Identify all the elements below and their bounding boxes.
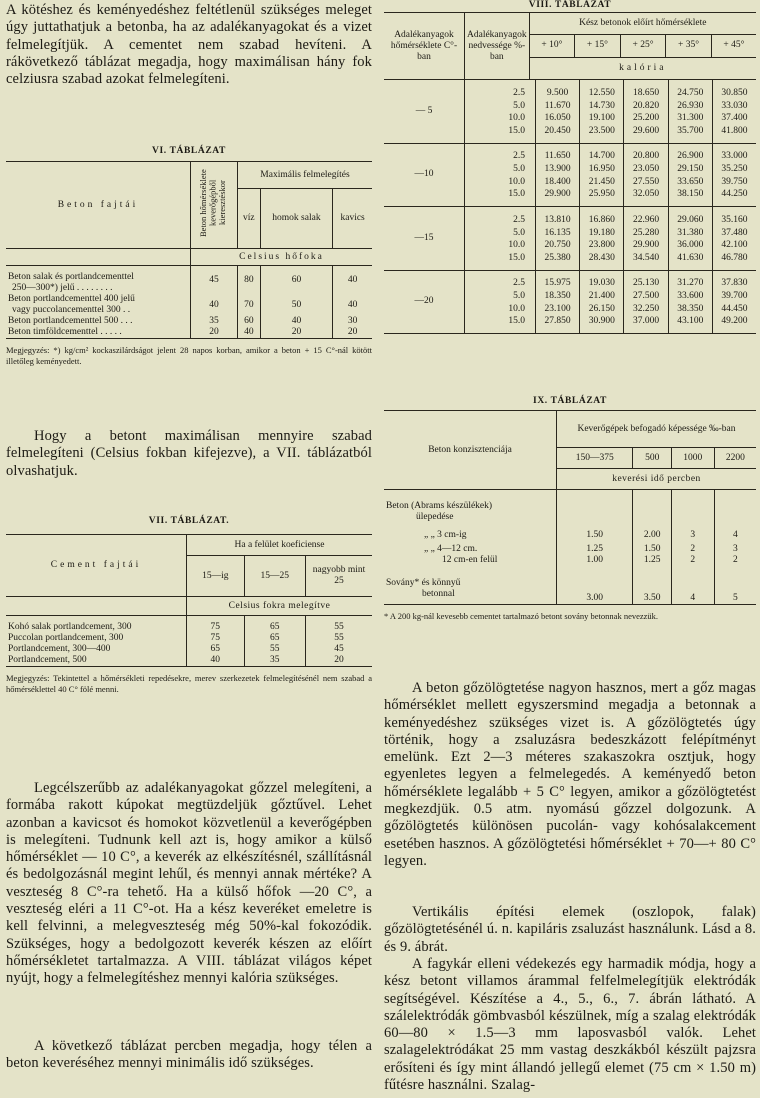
calorie-cell: 34.540 [624, 252, 668, 270]
calorie-cell: 31.300 [668, 113, 712, 126]
table-row: Beton portlandcementtel 500 . . . 35 60 40 30 [8, 316, 358, 326]
calorie-cell: 35.160 [721, 214, 748, 225]
moisture-cell: 10.0 [465, 240, 536, 253]
calorie-cell: 32.050 [624, 189, 668, 207]
calorie-cell: 32.250 [624, 303, 668, 316]
calorie-cell: 29.900 [624, 240, 668, 253]
calorie-cell: 23.100 [536, 303, 580, 316]
calorie-cell: 46.780 [721, 252, 748, 263]
header-keverogepek: Keverőgépek befogadó képessége ‰-ban [557, 411, 757, 448]
table-row: Portlandcement, 300—400 65 55 45 [8, 644, 344, 654]
header-beton-konzisztencia: Beton konzisztenciája [384, 411, 557, 490]
paragraph-gozolgetes: A beton gőzölögtetése nagyon hasznos, mert a gőz magas hőmérséklet mellett egyszersmind megadja a betonnak a keményedéshez szükséges vizet is. A gőzölögtetés úgy történik, hogy a zsaluzásra bedeszkázott felépítményt emelünk. Ezt 2—3 méteres szakaszokra osztjuk, hogy egyenletes legyen a felmelegedés. A keményedő beton hőmérséklete legalább + 5 C° legyen, amikor a gőzölögtetést megkezdjük. 0.5 atm. nyomású gőzzel dolgozunk. A gőzölögtetés különösen pucolán- vagy kohósalakcement esetében hasznos. A gőzölögtetési hőmérséklet + 70—+ 80 C° legyen. [384, 680, 756, 869]
calorie-cell: 13.810 [536, 207, 580, 228]
calorie-cell: 42.100 [721, 240, 748, 251]
calorie-cell: 37.480 [721, 227, 748, 238]
moisture-cell: 2.5 [465, 143, 536, 164]
header-kesz-betonok: Kész betonok előírt hőmérséklete [529, 13, 756, 35]
moisture-cell: 10.0 [465, 303, 536, 316]
table-ix-grid: Beton konzisztenciája Keverőgépek befogadó képessége ‰-ban 150—375 500 1000 2200 keverési idő percben Beton (Abrams készülékek) ülepedése „ „ 3 cm-ig 1.50 2.00 3 4 „ „ 4—12 cm. 1.25 1.50 2 3 12 cm-en felül 1.00 1.25 2 2 Sovány* és könnyű betonnal 3.00 3.50 4 5 [384, 410, 756, 605]
calorie-cell: 16.950 [580, 164, 624, 177]
calorie-cell: 15.975 [536, 270, 580, 291]
calorie-cell: 20.450 [536, 125, 580, 143]
header-15-25: 15—25 [244, 556, 305, 597]
header-celsius: Celsius hőfoka [239, 251, 324, 262]
calorie-cell: 27.850 [536, 316, 580, 334]
calorie-cell: 25.200 [624, 113, 668, 126]
calorie-cell: 12.550 [580, 80, 624, 100]
calorie-cell: 14.700 [580, 143, 624, 164]
table-vii [6, 516, 372, 695]
moisture-cell: 15.0 [465, 189, 536, 207]
header-homok: homok salak [260, 189, 333, 249]
calorie-cell: 29.060 [668, 207, 712, 228]
calorie-cell: 29.600 [624, 125, 668, 143]
calorie-cell: 31.270 [668, 270, 712, 291]
moisture-cell: 2.5 [465, 207, 536, 228]
header-maximalis: Maximális felmelegítés [238, 162, 373, 189]
calorie-cell: 41.630 [668, 252, 712, 270]
table-row: Portlandcement, 500 40 35 20 [6, 655, 372, 667]
header-celsius-fokra: Celsius fokra melegítve [228, 600, 331, 611]
paragraph-vertikalis: Vertikális építési elemek (oszlopok, falak) gőzölögtetésénél ú. n. kapiláris zsaluzást használunk. Lásd a 8. és 9. ábrát. [384, 904, 756, 955]
table-vi-grid [6, 161, 372, 339]
table-ix-caption: IX. TÁBLÁZAT [533, 396, 607, 406]
header-kaloria: kalória [619, 62, 667, 73]
calorie-cell: 19.180 [580, 227, 624, 240]
calorie-cell: 23.500 [580, 125, 624, 143]
calorie-cell: 38.150 [668, 189, 712, 207]
table-row: Sovány* és könnyű betonnal 3.00 3.50 4 5 [384, 566, 756, 605]
table-row: Beton timföldcementtel . . . . . 20 40 20 20 [6, 327, 372, 339]
moisture-cell: 5.0 [465, 227, 536, 240]
header-adalek-homerseklet: Adalékanyagok hőmérséklete C°-ban [384, 13, 465, 80]
header-viz: víz [238, 189, 261, 249]
calorie-cell: 37.830 [721, 278, 748, 288]
calorie-cell: 14.730 [580, 100, 624, 113]
table-row: Kohó salak portlandcement, 300 75 65 55 [6, 616, 372, 634]
moisture-cell: 15.0 [465, 316, 536, 334]
calorie-cell: 20.750 [536, 240, 580, 253]
calorie-cell: 18.400 [536, 176, 580, 189]
header-cement-fajtai: Cement fajtái [6, 535, 187, 597]
calorie-cell: 23.050 [624, 164, 668, 177]
calorie-cell: 44.450 [721, 303, 748, 314]
table-row: 12 cm-en felül 1.00 1.25 2 2 [384, 555, 756, 566]
calorie-cell: 37.400 [721, 113, 748, 124]
calorie-cell: 31.380 [668, 227, 712, 240]
header-beton-fajtai: Beton fajtái [6, 162, 191, 249]
calorie-cell: 33.650 [668, 176, 712, 189]
table-row: Puccolan portlandcement, 300 75 65 55 [8, 633, 344, 643]
paragraph-fagykar: A fagykár elleni védekezés egy harmadik módja, hogy a kész betont villamos árammal felfelmelegítjük elektródák segítségével. Készítése a 4., 5., 6., 7. ábrán látható. A szálelektródák gömbvasból készülnek, míg a szalag elektródák 60—80 × 1.5—3 mm laposvasból valók. Lehet szalagelektródákat 25 mm vastag deszkákból készült pajzsra erősíteni és így mint állandó jellegű elemet (75 cm × 1.50 m) fűtésre használni. Szalag- [384, 956, 756, 1094]
calorie-cell: 18.650 [624, 80, 668, 100]
calorie-cell: 33.030 [721, 100, 748, 111]
calorie-cell: 43.100 [668, 316, 712, 334]
calorie-cell: 21.400 [580, 291, 624, 304]
table-vi-caption: VI. TÁBLÁZAT [152, 146, 226, 156]
calorie-cell: 25.130 [624, 270, 668, 291]
table-vi [6, 146, 372, 367]
calorie-cell: 16.050 [536, 113, 580, 126]
calorie-cell: 20.800 [624, 143, 668, 164]
calorie-cell: 22.960 [624, 207, 668, 228]
calorie-cell: 37.000 [624, 316, 668, 334]
table-row: „ „ 3 cm-ig 1.50 2.00 3 4 [384, 526, 756, 544]
calorie-cell: 13.900 [536, 164, 580, 177]
header-nagyobb: nagyobb mint 25 [312, 565, 366, 586]
table-viii [384, 0, 756, 334]
calorie-cell: 29.150 [668, 164, 712, 177]
header-beton-homerseklet: Beton hőmérséklete keverőgépből kieresztéskor [198, 169, 227, 237]
calorie-cell: 24.750 [668, 80, 712, 100]
group-temperature: —10 [384, 143, 465, 207]
calorie-cell: 26.150 [580, 303, 624, 316]
table-vii-note: Megjegyzés: Tekintettel a hőmérsékleti repedésekre, merev szerkezetek felmelegítésénél nem szabad a hőmérséklettel 40 C° fölé menni. [6, 673, 372, 694]
table-viii-body [384, 80, 756, 334]
calorie-cell: 39.750 [721, 176, 748, 187]
calorie-cell: 21.450 [580, 176, 624, 189]
table-row [384, 207, 756, 228]
table-row: „ „ 4—12 cm. 1.25 1.50 2 3 [384, 544, 756, 555]
calorie-cell: 11.650 [536, 143, 580, 164]
table-ix [384, 396, 756, 622]
table-row: Beton salak és portlandcementtel 250—300*) jelű . . . . . . . . 45 80 60 40 [6, 266, 372, 295]
calorie-cell: 28.430 [580, 252, 624, 270]
calorie-cell: 38.350 [668, 303, 712, 316]
calorie-cell: 41.800 [721, 125, 748, 136]
moisture-cell: 10.0 [465, 113, 536, 126]
calorie-cell: 19.100 [580, 113, 624, 126]
calorie-cell: 25.380 [536, 252, 580, 270]
calorie-cell: 39.700 [721, 291, 748, 302]
group-temperature: —20 [384, 270, 465, 334]
moisture-cell: 15.0 [465, 252, 536, 270]
calorie-cell: 35.700 [668, 125, 712, 143]
intro-paragraph: A kötéshez és keményedéshez feltétlenül szükséges meleget úgy juttathatjuk a betonba, ha az adalékanyagokat és a vizet felmelegítjük. A cementet nem szabad hevíteni. A rákövetkező táblázat megadja, hogy maximálisan hány fok celziusra szabad azokat felmelegíteni. [6, 2, 372, 88]
calorie-cell: 11.670 [536, 100, 580, 113]
header-keverési-ido: keverési idő percben [612, 473, 701, 484]
calorie-cell: 25.280 [624, 227, 668, 240]
moisture-cell: 2.5 [465, 270, 536, 291]
header-adalek-nedvesseg: Adalékanyagok nedvessége %-ban [465, 13, 530, 80]
calorie-cell: 16.135 [536, 227, 580, 240]
calorie-cell: 35.250 [721, 164, 748, 175]
calorie-cell: 27.550 [624, 176, 668, 189]
calorie-cell: 26.930 [668, 100, 712, 113]
moisture-cell: 5.0 [465, 164, 536, 177]
calorie-cell: 20.820 [624, 100, 668, 113]
calorie-cell: 49.200 [721, 316, 748, 327]
calorie-cell: 9.500 [536, 80, 580, 100]
calorie-cell: 36.000 [668, 240, 712, 253]
table-row: Beton portlandcementtel 400 jelű vagy puccolancementtel 300 . . 40 70 50 40 [8, 294, 358, 315]
table-row: Beton (Abrams készülékek) ülepedése [384, 490, 756, 527]
table-vi-note: Megjegyzés: *) kg/cm² kockaszilárdságot jelent 28 napos korban, amikor a beton + 15 C°-nál kötött illetőleg keményedett. [6, 345, 372, 366]
mid-paragraph: Hogy a betont maximálisan mennyire szabad felmelegíteni (Celsius fokban kifejezve), a VII. táblázatból olvashatjuk. [6, 428, 372, 479]
header-kavics: kavics [340, 213, 365, 224]
header-15-ig: 15—ig [187, 556, 245, 597]
calorie-cell: 29.900 [536, 189, 580, 207]
calorie-cell: 16.860 [580, 207, 624, 228]
calorie-cell: 33.000 [721, 151, 748, 161]
moisture-cell: 10.0 [465, 176, 536, 189]
calorie-cell: 33.600 [668, 291, 712, 304]
moisture-cell: 5.0 [465, 291, 536, 304]
calorie-cell: 26.900 [668, 143, 712, 164]
calorie-cell: 25.950 [580, 189, 624, 207]
calorie-cell: 19.030 [580, 270, 624, 291]
header-koeficiense: Ha a felület koeficiense [187, 535, 373, 556]
calorie-cell: 18.350 [536, 291, 580, 304]
paragraph-legcelszerubb: Legcélszerűbb az adalékanyagokat gőzzel melegíteni, a formába rakott kúpokat megtüzdeljük gőztűvel. Lehet azonban a kavicsot és homokot közvetlenül a keverőgépben is melegíteni. Tudnunk kell azt is, hogy amikor a külső hőmérséklet — 10 C°, a keverék az elkészítésnél, szállításnál és bedolgozásnál megint lehűl, és mennyi annak mértéke? A veszteség 8 C°-ra tehető. Ha a külső hőfok —20 C°, a veszteség eléri a 11 C°-ot. Ha a kész keveréket emeletre is kell felvinni, a melegveszteség még 50%-kal fokozódik. Szükséges, hogy a bedolgozott keverék készen az előírt hőmérsékletet tartalmazza. A VIII. táblázat világos képet nyújt, hogy a felmelegítéshez mennyi kalória szükséges. [6, 780, 372, 987]
moisture-cell: 15.0 [465, 125, 536, 143]
group-temperature: — 5 [384, 80, 465, 143]
calorie-cell: 27.500 [624, 291, 668, 304]
calorie-cell: 30.850 [721, 87, 748, 98]
calorie-cell: 23.800 [580, 240, 624, 253]
table-ix-note: * A 200 kg-nál kevesebb cementet tartalmazó betont sovány betonnak nevezzük. [384, 611, 659, 621]
table-viii-caption: VIII. TÁBLÁZAT [528, 0, 612, 10]
moisture-cell: 2.5 [465, 80, 536, 100]
group-temperature: —15 [384, 207, 465, 271]
table-row [384, 270, 756, 291]
table-vii-grid [6, 534, 372, 667]
table-vii-caption: VII. TÁBLÁZAT. [148, 516, 230, 526]
calorie-cell: 30.900 [580, 316, 624, 334]
table-row [384, 143, 756, 164]
table-row [384, 80, 756, 100]
calorie-cell: 44.250 [721, 189, 748, 200]
paragraph-kovetkezo: A következő táblázat percben megadja, hogy télen a beton keveréséhez mennyi minimális idő szükséges. [6, 1038, 372, 1072]
moisture-cell: 5.0 [465, 100, 536, 113]
table-viii-grid: Adalékanyagok hőmérséklete C°-ban Adalékanyagok nedvessége %-ban Kész betonok előírt hőmérséklete + 10° + 15° + 25° + 35° + 45° kalória [384, 12, 756, 80]
